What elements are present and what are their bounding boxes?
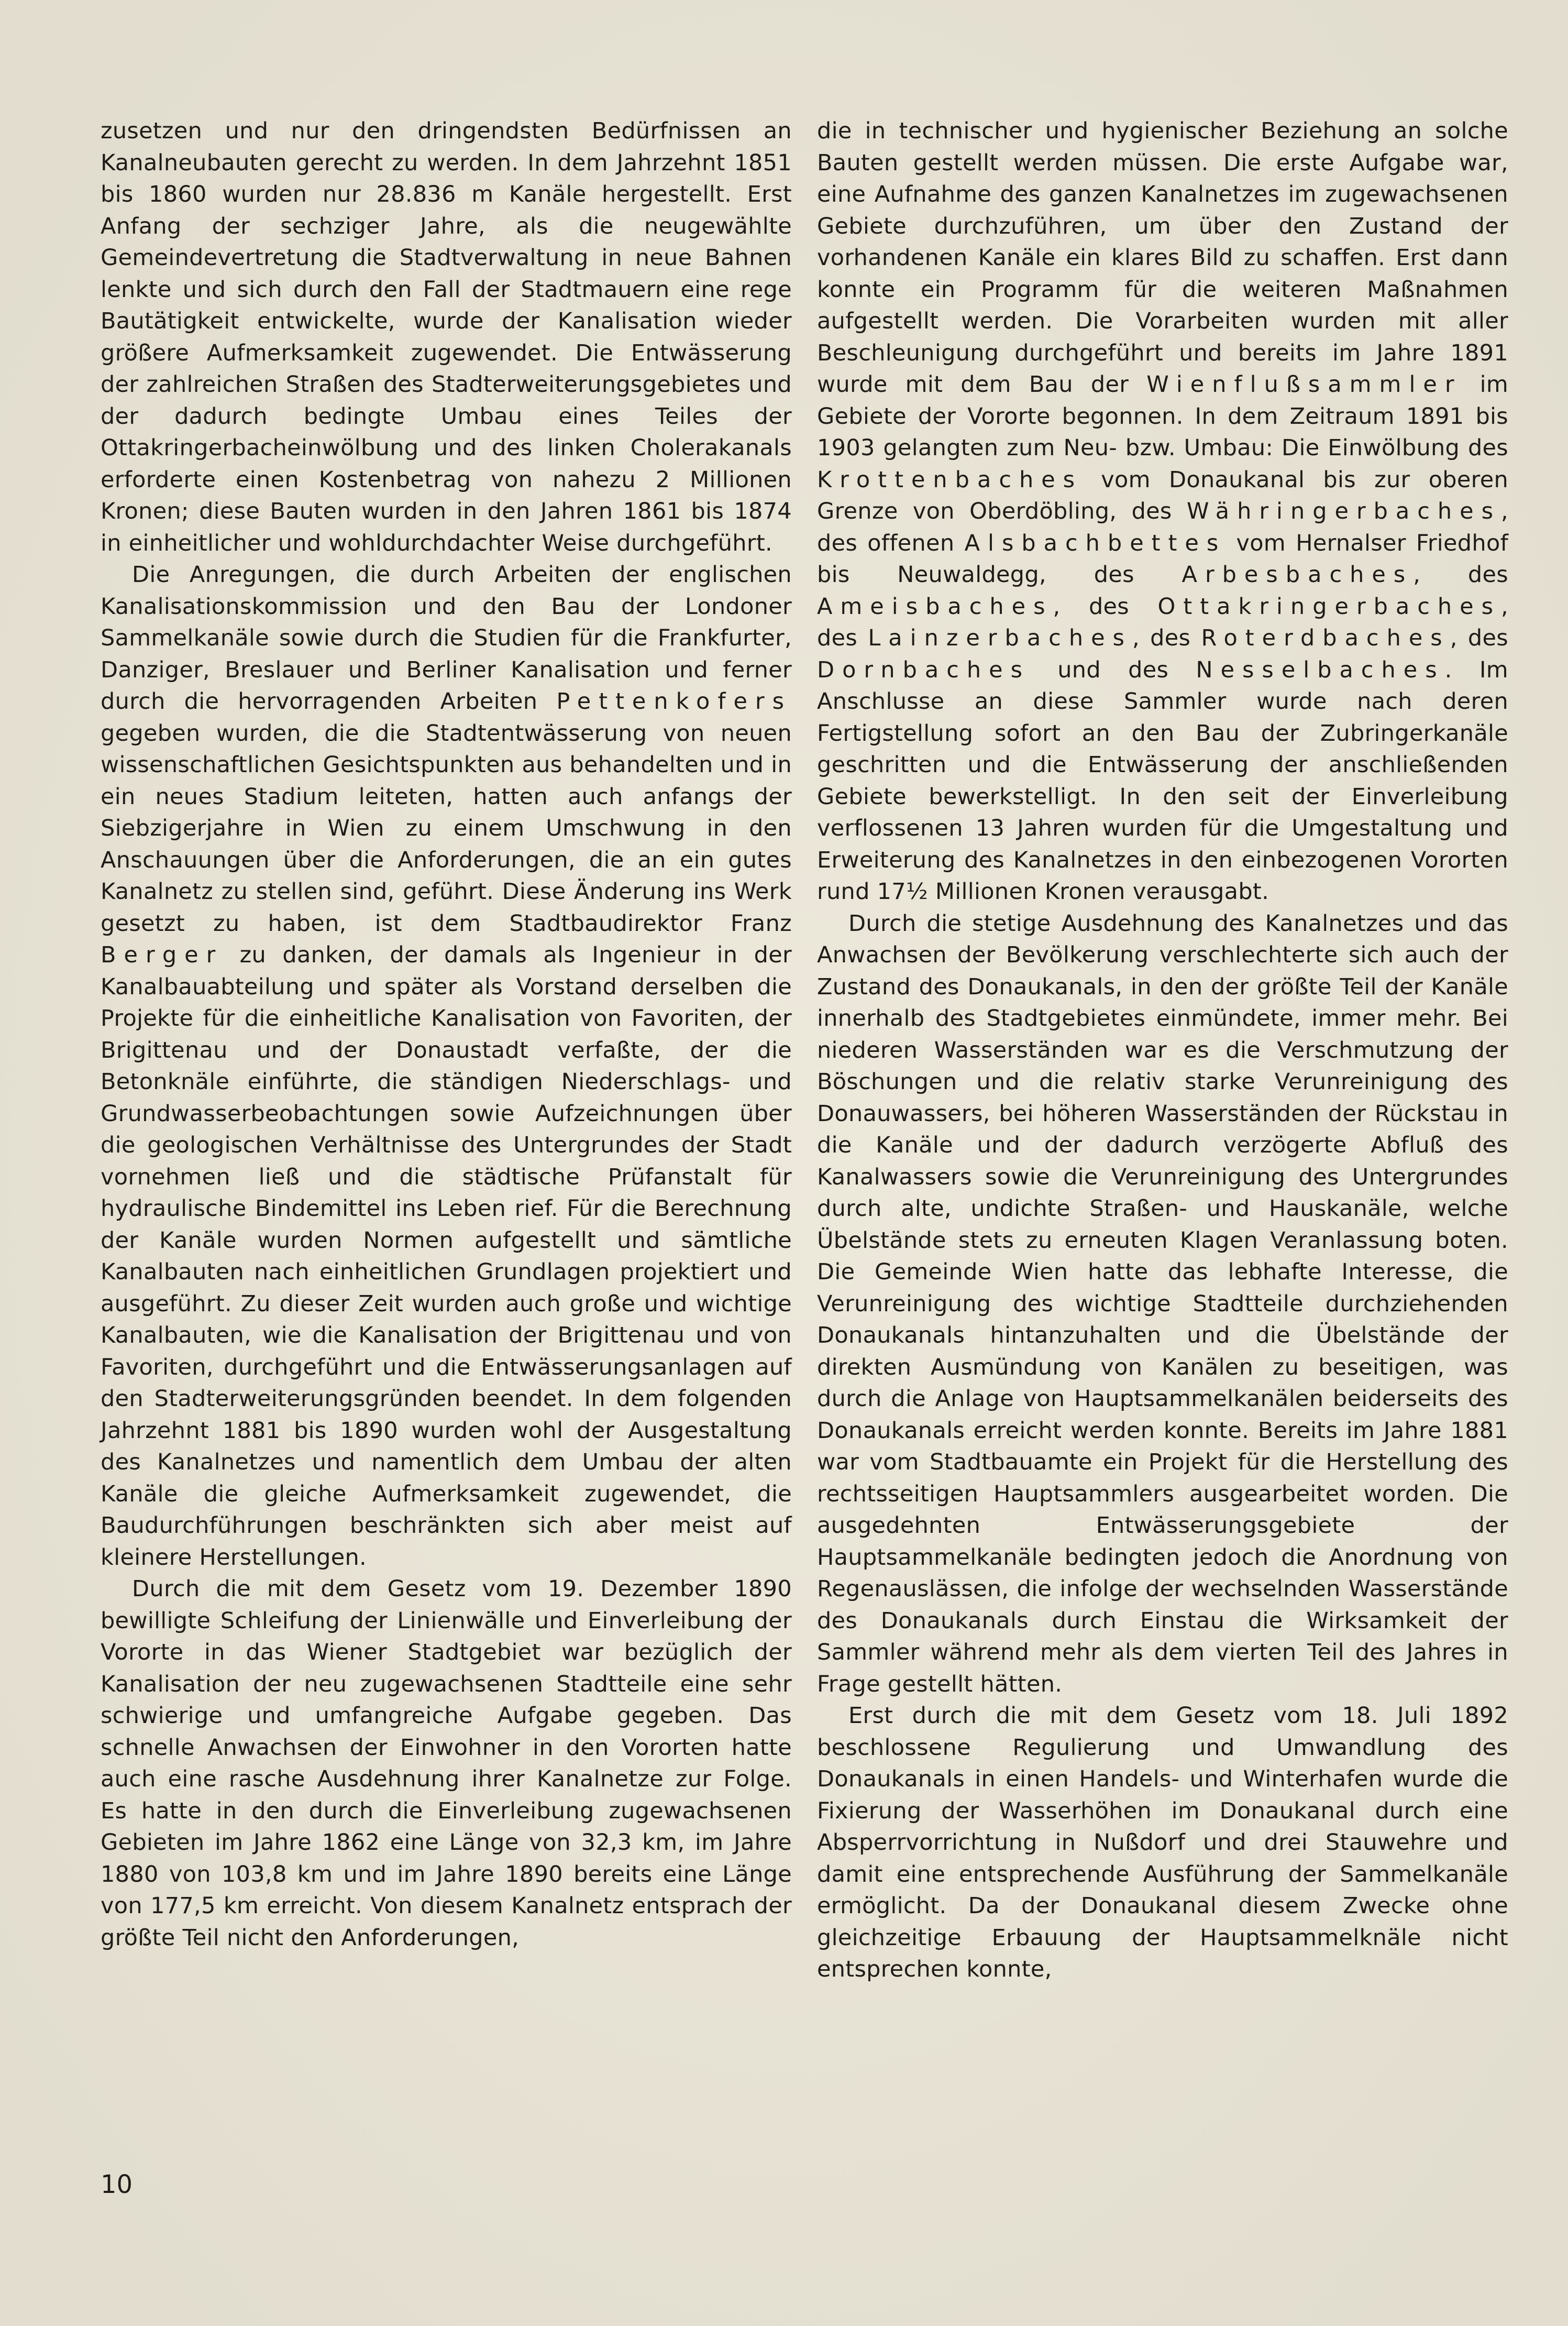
spaced-emphasis-text: Arbesbaches bbox=[1181, 562, 1414, 588]
spaced-emphasis-text: Ameisbaches bbox=[817, 593, 1053, 620]
paragraph bbox=[101, 1573, 792, 1954]
text-run: zusetzen und nur den dringendsten Bedürfnissen an Kanalneubauten gerecht zu werden. In dem Jahrzehnt 1851 bis 1860 wurden nur 28.836 m Kanäle hergestellt. Erst Anfang der sechziger Jahre, als die neugewählte Gemeindevertretung die Stadtverwaltung in neue Bahnen lenkte und sich durch den Fall der Stadtmauern eine rege Bautätigkeit entwickelte, wurde der Kanalisation wieder größere Aufmerksamkeit zugewendet. Die Entwässerung der zahlreichen Straßen des Stadterweiterungsgebietes und der dadurch bedingte Umbau eines Teiles der Ottakringerbacheinwölbung und des linken Cholerakanals erforderte einen Kostenbetrag von nahezu 2 Millionen Kronen; diese Bauten wurden in den Jahren 1861 bis 1874 in einheitlicher und wohldurchdachter Weise durchgeführt. bbox=[101, 118, 792, 556]
paragraph bbox=[101, 115, 792, 559]
paragraph bbox=[101, 559, 792, 1573]
text-run: vom Donaukanal bis zur oberen Grenze von Oberdöbling, des bbox=[817, 466, 1508, 524]
text-run: im Gebiete der Vororte begonnen. In dem Zeitraum 1891 bis 1903 gelangten zum Neu- bzw. Umbau: Die Einwölbung des bbox=[817, 371, 1509, 461]
spaced-emphasis-text: Nesselbaches bbox=[1196, 656, 1445, 683]
paragraph bbox=[817, 908, 1508, 1700]
spaced-emphasis-text: Pettenkofers bbox=[556, 688, 792, 715]
text-run: , des bbox=[817, 593, 1508, 651]
spaced-emphasis-text: Wienflußsammler bbox=[1146, 371, 1462, 398]
spaced-emphasis-text: Berger bbox=[101, 942, 224, 968]
paragraph bbox=[817, 115, 1508, 908]
text-run: Durch die stetige Ausdehnung des Kanalnetzes und das Anwachsen der Bevölkerung verschlechterte sich auch der Zustand des Donaukanals, in den der größte Teil der Kanäle innerhalb des Stadtgebietes einmündete, immer mehr. Bei niederen Wasserständen war es die Verschmutzung der Böschungen und die relativ starke Verunreinigung des Donauwassers, bei höheren Wasserständen der Rückstau in die Kanäle und der dadurch verzögerte Abfluß des Kanalwassers sowie die Verunreinigung des Untergrundes durch alte, undichte Straßen- und Hauskanäle, welche Übelstände stets zu erneuten Klagen Veranlassung boten. Die Gemeinde Wien hatte das lebhafte Interesse, die Verunreinigung des wichtige Stadtteile durchziehenden Donaukanals hintanzuhalten und die Übelstände der direkten Ausmündung von Kanälen zu beseitigen, was durch die Anlage von Hauptsammelkanälen beiderseits des Donaukanals erreicht werden konnte. Bereits im Jahre 1881 war vom Stadtbauamte ein Projekt für die Herstellung des rechtsseitigen Hauptsammlers ausgearbeitet worden. Die ausgedehnten Entwässerungsgebiete der Hauptsammelkanäle bedingten jedoch die Anordnung von Regenauslässen, die infolge der wechselnden Wasserstände des Donaukanals durch Einstau die Wirksamkeit der Sammler während mehr als dem vierten Teil des Jahres in Frage gestellt hätten. bbox=[817, 910, 1508, 1697]
spaced-emphasis-text: Lainzerbaches bbox=[868, 625, 1132, 651]
spaced-emphasis-text: Roterdbaches bbox=[1201, 625, 1450, 651]
text-run: , des bbox=[1132, 625, 1201, 651]
page-number: 10 bbox=[101, 2170, 133, 2199]
spaced-emphasis-text: Alsbachbettes bbox=[964, 530, 1227, 556]
spaced-emphasis-text: Krottenbaches bbox=[817, 466, 1083, 493]
spaced-emphasis-text: Dornbaches bbox=[817, 656, 1030, 683]
text-run: zu danken, der damals als Ingenieur in der Kanalbauabteilung und später als Vorstand derselben die Projekte für die einheitliche Kanalisation von Favoriten, der Brigittenau und der Donaustadt verfaßte, der die Betonknäle einführte, die ständigen Niederschlags- und Grundwasserbeobachtungen sowie Aufzeichnungen über die geologischen Verhältnisse des Untergrundes der Stadt vornehmen ließ und die städtische Prüfanstalt für hydraulische Bindemittel ins Leben rief. Für die Berechnung der Kanäle wurden Normen aufgestellt und sämtliche Kanalbauten nach einheitlichen Grundlagen projektiert und ausgeführt. Zu dieser Zeit wurden auch große und wichtige Kanalbauten, wie die Kanalisation der Brigittenau und von Favoriten, durchgeführt und die Entwässerungsanlagen auf den Stadterweiterungsgründen beendet. In dem folgenden Jahrzehnt 1881 bis 1890 wurden wohl der Ausgestaltung des Kanalnetzes und namentlich dem Umbau der alten Kanäle die gleiche Aufmerksamkeit zugewendet, die Baudurchführungen beschränkten sich aber meist auf kleinere Herstellungen. bbox=[101, 942, 792, 1571]
right-text-column bbox=[817, 115, 1508, 1985]
text-run: Die Anregungen, die durch Arbeiten der englischen Kanalisationskommission und den Bau der Londoner Sammelkanäle sowie durch die Studien für die Frankfurter, Danziger, Breslauer und Berliner Kanalisation und ferner durch die hervorragenden Arbeiten bbox=[101, 562, 792, 715]
text-run: , des bbox=[1413, 562, 1508, 588]
text-run: , des bbox=[1053, 593, 1158, 620]
text-run: . Im Anschlusse an diese Sammler wurde nach deren Fertigstellung sofort an den Bau der Zubringerkanäle geschritten und die Entwässerung der anschließenden Gebiete bewerkstelligt. In den seit der Einverleibung verflossenen 13 Jahren wurden für die Umgestaltung und Erweiterung des Kanalnetzes in den einbezogenen Vororten rund 17½ Millionen Kronen verausgabt. bbox=[817, 656, 1508, 905]
text-run: gegeben wurden, die die Stadtentwässerung von neuen wissenschaftlichen Gesichtspunkten aus behandelten und in ein neues Stadium leiteten, hatten auch anfangs der Siebzigerjahre in Wien zu einem Umschwung in den Anschauungen über die Anforderungen, die an ein gutes Kanalnetz zu stellen sind, geführt. Diese Änderung ins Werk gesetzt zu haben, ist dem Stadtbaudirektor Franz bbox=[101, 720, 792, 937]
text-run: vom Hernalser Friedhof bis Neuwaldegg, des bbox=[817, 530, 1509, 588]
paragraph bbox=[817, 1700, 1508, 1985]
text-run: Erst durch die mit dem Gesetz vom 18. Juli 1892 beschlossene Regulierung und Umwandlung des Donaukanals in einen Handels- und Winterhafen wurde die Fixierung der Wasserhöhen im Donaukanal durch eine Absperrvorrichtung in Nußdorf und drei Stauwehre und damit eine entsprechende Ausführung der Sammelkanäle ermöglicht. Da der Donaukanal diesem Zwecke ohne gleichzeitige Erbauung der Hauptsammelknäle nicht entsprechen konnte, bbox=[817, 1703, 1508, 1982]
text-run: , des bbox=[1450, 625, 1508, 651]
text-run: Durch die mit dem Gesetz vom 19. Dezember 1890 bewilligte Schleifung der Linienwälle und Einverleibung der Vororte in das Wiener Stadtgebiet war bezüglich der Kanalisation der neu zugewachsenen Stadtteile eine sehr schwierige und umfangreiche Aufgabe gegeben. Das schnelle Anwachsen der Einwohner in den Vororten hatte auch eine rasche Ausdehnung ihrer Kanalnetze zur Folge. Es hatte in den durch die Einverleibung zugewachsenen Gebieten im Jahre 1862 eine Länge von 32,3 km, im Jahre 1880 von 103,8 km und im Jahre 1890 bereits eine Länge von 177,5 km erreicht. Von diesem Kanalnetz entsprach der größte Teil nicht den Anforderungen, bbox=[101, 1576, 792, 1951]
text-run: die in technischer und hygienischer Beziehung an solche Bauten gestellt werden müssen. Die erste Aufgabe war, eine Aufnahme des ganzen Kanalnetzes im zugewachsenen Gebiete durchzuführen, um über den Zustand der vorhandenen Kanäle ein klares Bild zu schaffen. Erst dann konnte ein Programm für die weiteren Maßnahmen aufgestellt werden. Die Vorarbeiten wurden mit aller Beschleunigung durchgeführt und bereits im Jahre 1891 wurde mit dem Bau der bbox=[817, 118, 1508, 398]
left-text-column bbox=[101, 115, 792, 1954]
text-run: und des bbox=[1030, 656, 1196, 683]
spaced-emphasis-text: Ottakringerbaches bbox=[1157, 593, 1501, 620]
spaced-emphasis-text: Währingerbaches bbox=[1186, 498, 1501, 524]
text-run: , des offenen bbox=[817, 498, 1508, 556]
